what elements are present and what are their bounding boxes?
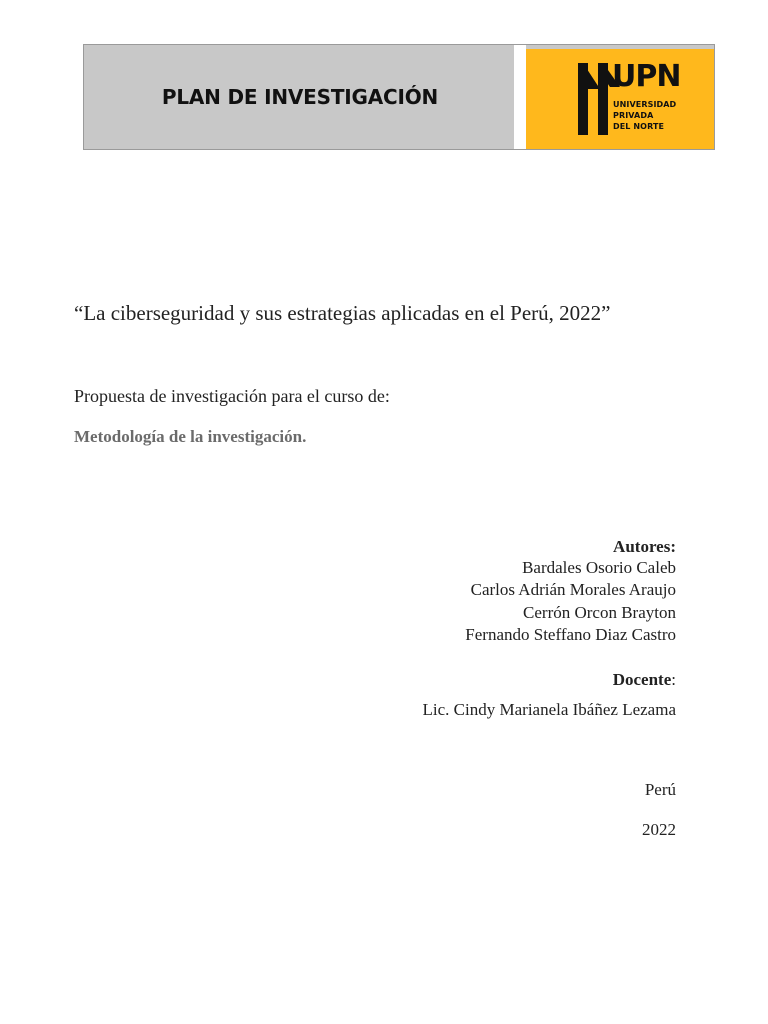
course-name: Metodología de la investigación. [74, 427, 307, 446]
teacher-label-separator: : [671, 670, 676, 689]
country-text: Perú [644, 780, 676, 799]
teacher-name: Lic. Cindy Marianela Ibáñez Lezama [422, 700, 676, 719]
proposal-text: Propuesta de investigación para el curso de: [74, 386, 390, 406]
document-title: “La ciberseguridad y sus estrategias aplicadas en el Perú, 2022” [74, 301, 611, 325]
header-title: PLAN DE INVESTIGACIÓN [161, 85, 439, 109]
author-name: Fernando Steffano Diaz Castro [465, 625, 676, 644]
author-name: Carlos Adrián Morales Araujo [470, 580, 676, 599]
year-text: 2022 [642, 820, 676, 839]
logo-subtitle-line-3: DEL NORTE [613, 122, 665, 131]
logo-subtitle-line-2: PRIVADA [613, 111, 654, 120]
authors-label: Autores: [613, 537, 676, 556]
author-name: Cerrón Orcon Brayton [523, 603, 676, 622]
logo-subtitle-line-1: UNIVERSIDAD [613, 100, 677, 109]
teacher-label: Docente [612, 670, 672, 689]
header-divider [514, 45, 526, 149]
header-banner [83, 44, 715, 150]
author-name: Bardales Osorio Caleb [522, 558, 676, 577]
logo-brand-text: UPN [612, 59, 681, 94]
university-logo [526, 49, 714, 149]
teacher-label-line [613, 670, 676, 690]
